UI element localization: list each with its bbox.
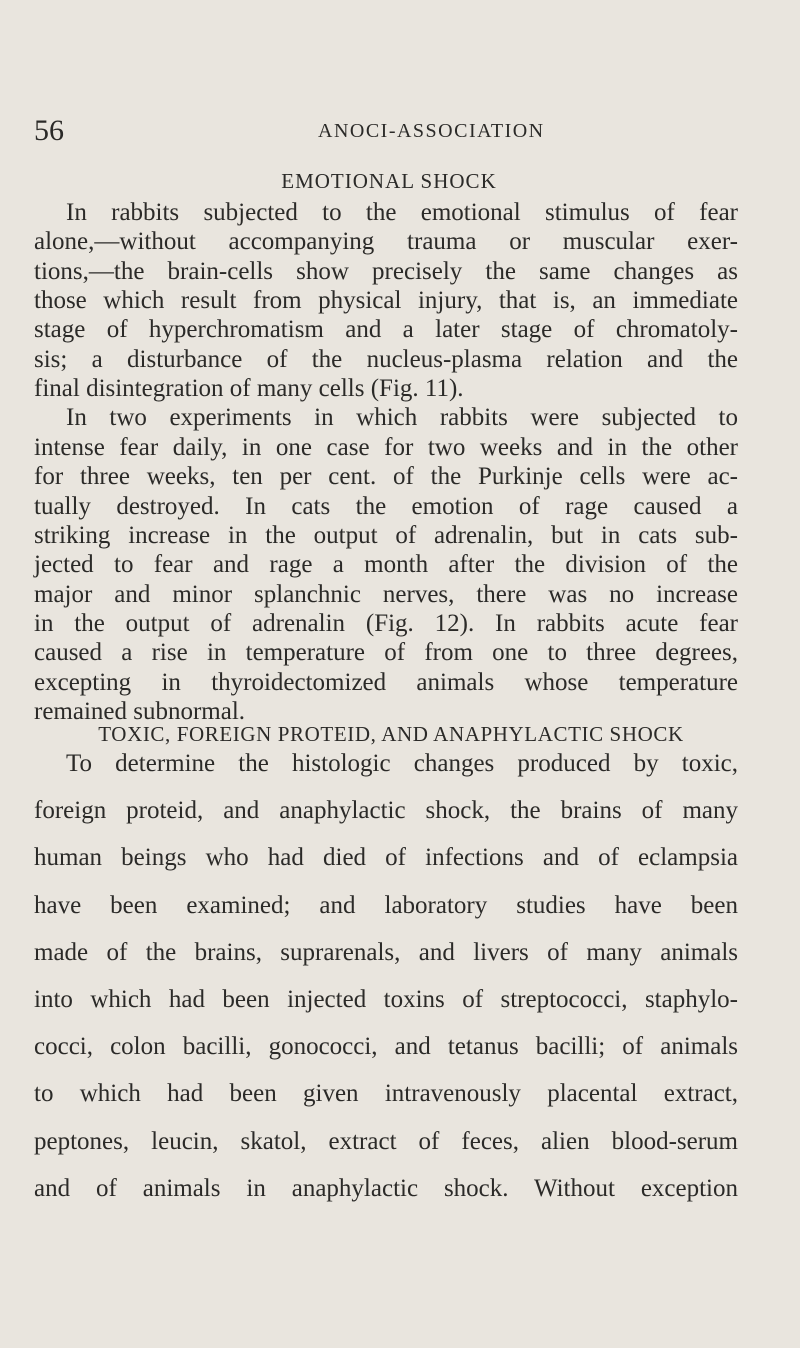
text-line: and of animals in anaphylactic shock. Without exception xyxy=(34,1175,738,1202)
text-line: intense fear daily, in one case for two weeks and in the other xyxy=(34,434,738,461)
text-line: human beings who had died of infections and of eclampsia xyxy=(34,844,738,871)
text-line: jected to fear and rage a month after the division of the xyxy=(34,551,738,578)
text-line: tions,—the brain-cells show precisely the same changes as xyxy=(34,258,738,285)
section-heading-emotional-shock: EMOTIONAL SHOCK xyxy=(281,169,497,193)
text-line: alone,—without accompanying trauma or muscular exer- xyxy=(34,228,738,255)
text-line: for three weeks, ten per cent. of the Purkinje cells were ac- xyxy=(34,463,738,490)
text-line: remained subnormal. xyxy=(34,698,246,725)
text-line: final disintegration of many cells (Fig. 11). xyxy=(34,375,464,402)
text-line: In two experiments in which rabbits were subjected to xyxy=(66,404,738,431)
text-line: into which had been injected toxins of streptococci, staphylo- xyxy=(34,986,738,1013)
running-head: ANOCI-ASSOCIATION xyxy=(318,120,545,142)
text-line: foreign proteid, and anaphylactic shock, the brains of many xyxy=(34,797,738,824)
text-line: have been examined; and laboratory studies have been xyxy=(34,892,738,919)
text-line: in the output of adrenalin (Fig. 12). In rabbits acute fear xyxy=(34,610,738,637)
text-line: those which result from physical injury, that is, an immediate xyxy=(34,287,738,314)
text-line: peptones, leucin, skatol, extract of feces, alien blood-serum xyxy=(34,1128,738,1155)
text-line: To determine the histologic changes produced by toxic, xyxy=(66,750,738,777)
text-line: stage of hyperchromatism and a later stage of chromatoly- xyxy=(34,316,738,343)
text-line: excepting in thyroidectomized animals whose temperature xyxy=(34,669,738,696)
text-line: caused a rise in temperature of from one to three degrees, xyxy=(34,639,738,666)
text-line: striking increase in the output of adrenalin, but in cats sub- xyxy=(34,522,738,549)
section-heading-toxic-shock: TOXIC, FOREIGN PROTEID, AND ANAPHYLACTIC SHOCK xyxy=(98,722,684,746)
text-line: major and minor splanchnic nerves, there was no increase xyxy=(34,581,738,608)
text-line: made of the brains, suprarenals, and livers of many animals xyxy=(34,939,738,966)
text-line: to which had been given intravenously placental extract, xyxy=(34,1080,738,1107)
text-line: sis; a disturbance of the nucleus-plasma relation and the xyxy=(34,346,738,373)
text-line: cocci, colon bacilli, gonococci, and tetanus bacilli; of animals xyxy=(34,1033,738,1060)
text-line: tually destroyed. In cats the emotion of rage caused a xyxy=(34,493,738,520)
page-number: 56 xyxy=(34,114,64,147)
text-line: In rabbits subjected to the emotional stimulus of fear xyxy=(66,199,738,226)
